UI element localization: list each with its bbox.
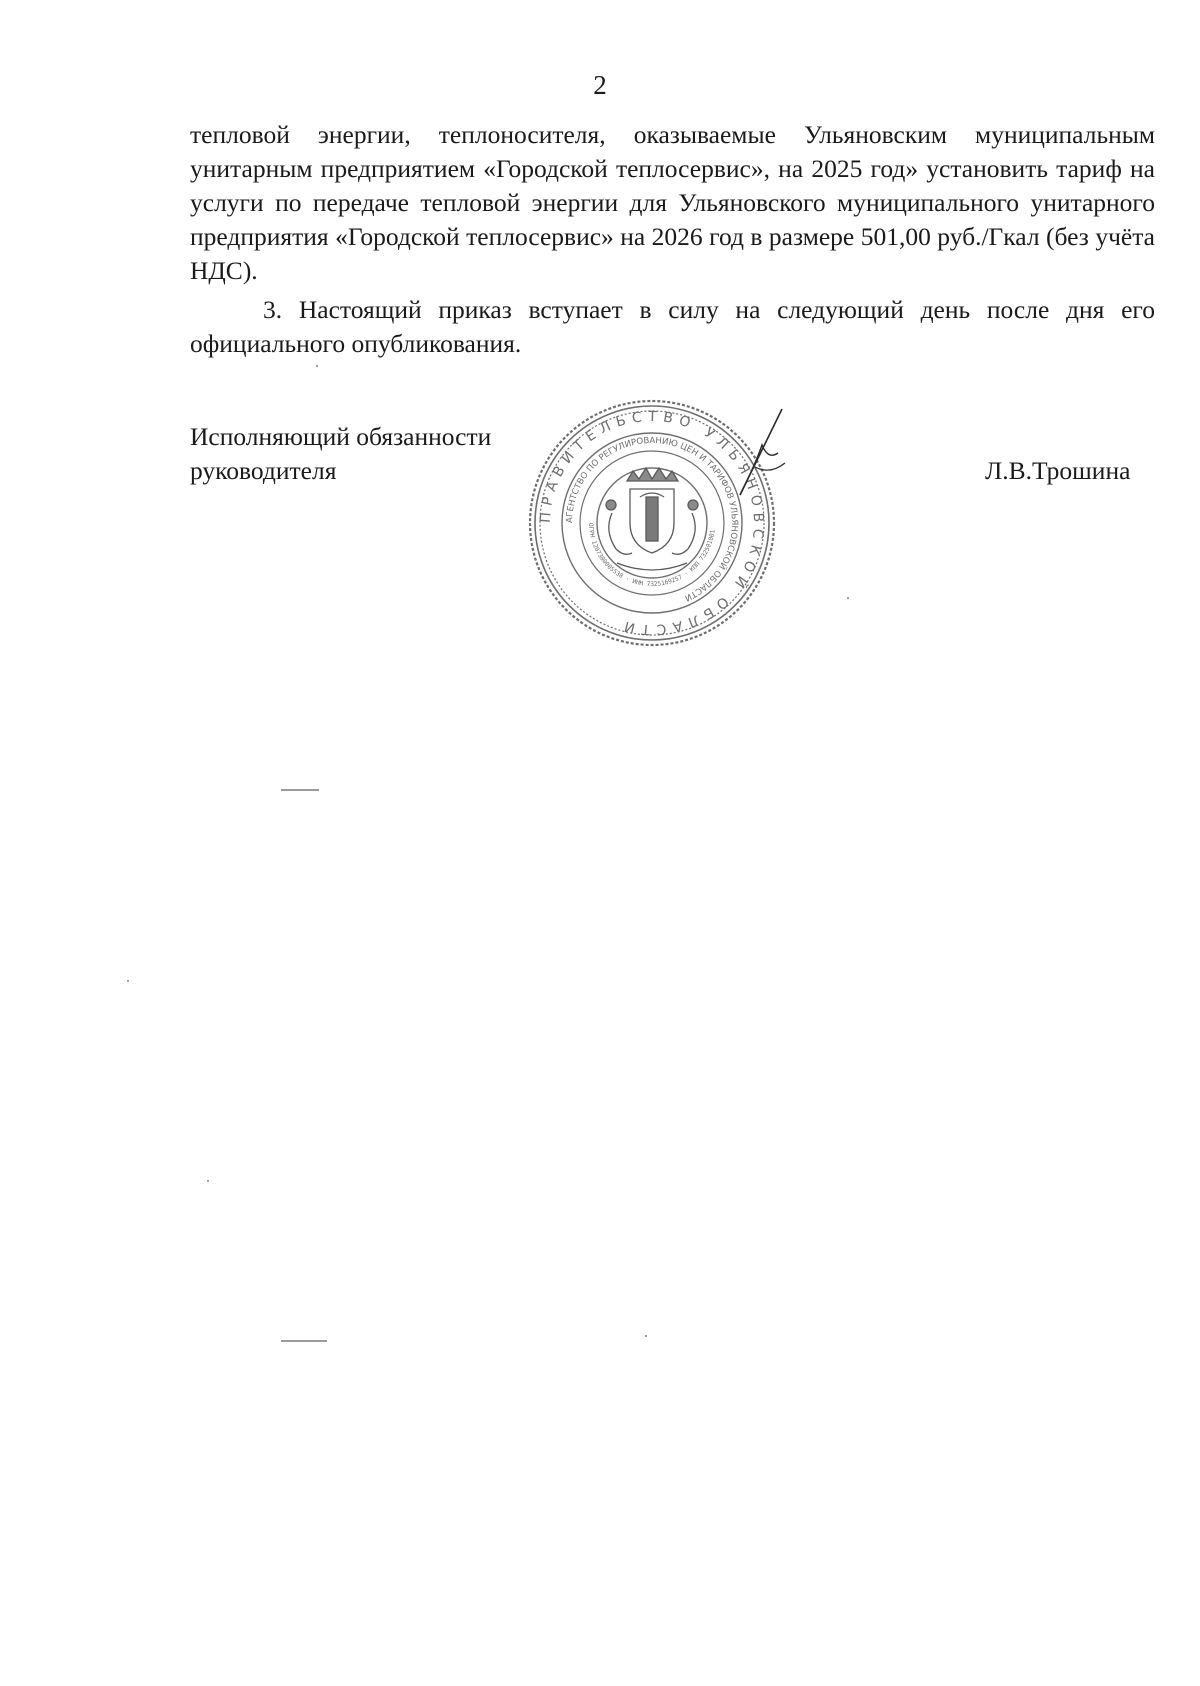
paragraph-item-3: 3. Настоящий приказ вступает в силу на следующий день после дня его официального опубликования. (190, 295, 1155, 358)
signatory-position-line-1: Исполняющий обязанности (190, 422, 492, 451)
handwritten-signature (700, 405, 790, 515)
scan-speck (281, 1340, 327, 1342)
paragraph-continuation: тепловой энергии, теплоносителя, оказываемые Ульяновским муниципальным унитарным предприятием «Городской теплосервис», на 2025 год» установить тариф на услуги по передаче тепловой энергии для Ульяновского муниципального унитарного предприятия «Городской теплосервис» на 2026 год в размере 501,00 руб./Гкал (без учёта НДС). (190, 120, 1155, 285)
scan-speck (127, 980, 129, 982)
scan-speck (645, 1335, 647, 1337)
signatory-position (190, 420, 491, 488)
seal-inner-text: АГЕНТСТВО ПО РЕГУЛИРОВАНИЮ ЦЕН И ТАРИФОВ УЛЬЯНОВСКОЙ ОБЛАСТИ (564, 435, 740, 603)
seal-codes-text: ОГРН 1207300005538 · ИНН 7325169257 · КПП 732501001 (586, 522, 717, 589)
signatory-name: Л.В.Трошина (985, 456, 1131, 485)
scan-speck (207, 1180, 209, 1182)
body-text (190, 118, 1155, 361)
scan-speck (281, 789, 319, 791)
scan-speck (316, 365, 318, 367)
scan-speck (847, 597, 849, 599)
seal-outer-text: ПРАВИТЕЛЬСТВО УЛЬЯНОВСКОЙ ОБЛАСТИ (537, 408, 767, 638)
coat-of-arms-emblem (606, 468, 698, 570)
signatory-position-line-2: руководителя (190, 456, 337, 485)
page-number: 2 (593, 70, 607, 100)
